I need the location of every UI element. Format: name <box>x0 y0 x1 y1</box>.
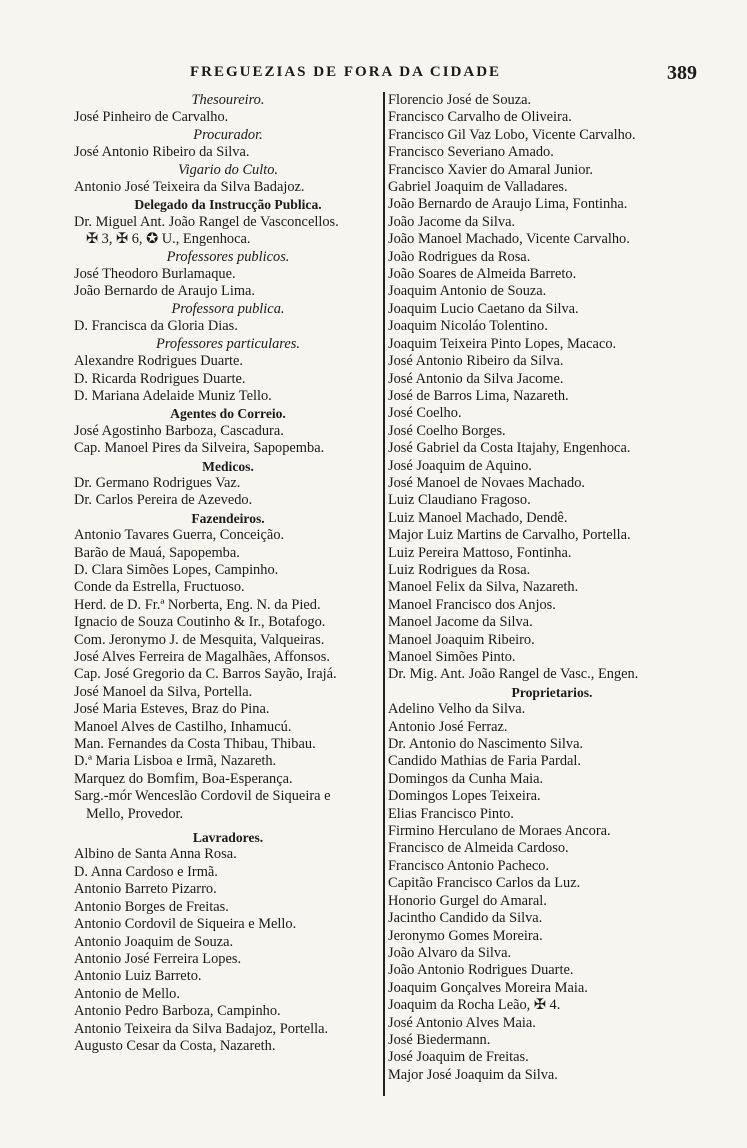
entry-line: João Bernardo de Araujo Lima, Fontinha. <box>388 196 628 213</box>
entry-line: José Manoel de Novaes Machado. <box>388 474 586 491</box>
entry-line: Luiz Rodrigues da Rosa. <box>388 561 531 578</box>
entry-line: Luiz Manoel Machado, Dendê. <box>388 509 568 526</box>
page-number: 389 <box>667 62 697 84</box>
entry-line: D. Ricarda Rodrigues Duarte. <box>74 370 246 387</box>
entry-line: Augusto Cesar da Costa, Nazareth. <box>74 1037 276 1054</box>
entry-line: Manoel Simões Pinto. <box>388 649 516 665</box>
section-heading: Proprietarios. <box>511 684 593 700</box>
entry-line: D. Mariana Adelaide Muniz Tello. <box>74 387 272 404</box>
entry-line: Antonio Borges de Freitas. <box>74 898 229 915</box>
entry-line: Antonio Tavares Guerra, Conceição. <box>74 527 285 544</box>
section-heading: Delegado da Instrucção Publica. <box>134 197 322 213</box>
entry-line: Cap. José Gregorio da C. Barros Sayão, Irajá. <box>74 666 337 683</box>
entry-line: Joaquim Teixeira Pinto Lopes, Macaco. <box>388 335 617 352</box>
entry-line: Jeronymo Gomes Moreira. <box>388 927 543 944</box>
entry-line: Dr. Germano Rodrigues Vaz. <box>74 474 241 491</box>
entry-line: Sarg.-mór Wenceslão Cordovil de Siqueira e <box>74 788 331 805</box>
entry-line: José Alves Ferreira de Magalhães, Affonsos. <box>74 649 330 665</box>
entry-line: José Theodoro Burlamaque. <box>74 266 236 283</box>
entry-line: Joaquim da Rocha Leão, ✠ 4. <box>388 997 561 1014</box>
entry-line: D. Francisca da Gloria Dias. <box>74 318 238 335</box>
section-heading: Agentes do Correio. <box>170 406 286 422</box>
entry-line: João Bernardo de Araujo Lima. <box>74 283 256 300</box>
entry-line: José Coelho Borges. <box>388 422 506 439</box>
entry-line: Luiz Pereira Mattoso, Fontinha. <box>388 544 572 561</box>
entry-line: Manoel Jacome da Silva. <box>388 614 533 631</box>
entry-line: Conde da Estrella, Fructuoso. <box>74 579 245 596</box>
entry-line: Jacintho Candido da Silva. <box>388 910 543 927</box>
subsection-title: Professores particulares. <box>156 335 300 352</box>
entry-line: D. Clara Simões Lopes, Campinho. <box>74 561 279 578</box>
entry-line: Francisco Carvalho de Oliveira. <box>388 109 572 126</box>
entry-line: Candido Mathias de Faria Pardal. <box>388 753 582 770</box>
column-divider <box>383 92 385 1096</box>
entry-line: Luiz Claudiano Fragoso. <box>388 492 531 509</box>
entry-line: D.ª Maria Lisboa e Irmã, Nazareth. <box>74 753 277 770</box>
entry-line: Joaquim Lucio Caetano da Silva. <box>388 300 579 317</box>
entry-line: José Agostinho Barboza, Cascadura. <box>74 422 284 439</box>
entry-line: Francisco Xavier do Amaral Junior. <box>388 161 594 178</box>
entry-line: José Coelho. <box>388 405 462 422</box>
entry-line: Adelino Velho da Silva. <box>388 701 526 718</box>
entry-continuation: Mello, Provedor. <box>86 805 184 822</box>
entry-line: José Gabriel da Costa Itajahy, Engenhoca. <box>388 440 631 457</box>
entry-line: Domingos Lopes Teixeira. <box>388 788 541 805</box>
entry-line: Dr. Carlos Pereira de Azevedo. <box>74 492 253 509</box>
entry-continuation: ✠ 3, ✠ 6, ✪ U., Engenhoca. <box>86 231 251 248</box>
entry-line: Dr. Miguel Ant. João Rangel de Vasconcellos. <box>74 213 339 230</box>
entry-line: Dr. Antonio do Nascimento Silva. <box>388 736 584 753</box>
entry-line: Barão de Mauá, Sapopemba. <box>74 544 240 561</box>
entry-line: João Soares de Almeida Barreto. <box>388 266 577 283</box>
entry-line: José Pinheiro de Carvalho. <box>74 109 229 126</box>
entry-line: Dr. Mig. Ant. João Rangel de Vasc., Engen. <box>388 666 639 683</box>
entry-line: Ignacio de Souza Coutinho & Ir., Botafogo. <box>74 614 326 631</box>
entry-line: Manoel Francisco dos Anjos. <box>388 596 556 613</box>
entry-line: Gabriel Joaquim de Valladares. <box>388 179 568 196</box>
entry-line: José Biedermann. <box>388 1031 491 1048</box>
entry-line: Francisco de Almeida Cardoso. <box>388 840 569 857</box>
section-heading: Fazendeiros. <box>191 510 265 526</box>
entry-line: Antonio Barreto Pizarro. <box>74 881 217 898</box>
subsection-title: Vigario do Culto. <box>177 161 279 178</box>
entry-line: José Joaquim de Freitas. <box>388 1049 529 1066</box>
entry-line: Major Luiz Martins de Carvalho, Portella. <box>388 527 631 544</box>
section-heading: Lavradores. <box>192 830 264 846</box>
entry-line: José Antonio Alves Maia. <box>388 1014 536 1031</box>
entry-line: Elias Francisco Pinto. <box>388 805 514 822</box>
entry-line: José Maria Esteves, Braz do Pina. <box>74 701 270 718</box>
entry-line: Domingos da Cunha Maia. <box>388 770 544 787</box>
entry-line: Manoel Felix da Silva, Nazareth. <box>388 579 579 596</box>
page-header <box>0 62 747 86</box>
section-heading: Medicos. <box>202 458 254 474</box>
entry-line: José de Barros Lima, Nazareth. <box>388 387 569 404</box>
right-column <box>388 92 716 1084</box>
entry-line: Francisco Severiano Amado. <box>388 144 554 161</box>
entry-line: Joaquim Antonio de Souza. <box>388 283 547 300</box>
entry-line: D. Anna Cardoso e Irmã. <box>74 863 218 880</box>
entry-line: Antonio de Mello. <box>74 985 180 1002</box>
subsection-title: Professores publicos. <box>166 248 290 265</box>
entry-line: José Antonio da Silva Jacome. <box>388 370 564 387</box>
left-column <box>74 92 382 1055</box>
entry-line: Honorio Gurgel do Amaral. <box>388 892 547 909</box>
entry-line: João Rodrigues da Rosa. <box>388 248 531 265</box>
subsection-title: Thesoureiro. <box>191 92 265 108</box>
entry-line: Manoel Alves de Castilho, Inhamucú. <box>74 718 292 735</box>
entry-line: Antonio Pedro Barboza, Campinho. <box>74 1003 281 1020</box>
entry-line: João Alvaro da Silva. <box>388 944 512 961</box>
entry-line: Major José Joaquim da Silva. <box>388 1066 558 1083</box>
entry-line: Albino de Santa Anna Rosa. <box>74 846 237 863</box>
entry-line: João Antonio Rodrigues Duarte. <box>388 962 574 979</box>
entry-line: Com. Jeronymo J. de Mesquita, Valqueiras. <box>74 631 325 648</box>
entry-line: Joaquim Nicoláo Tolentino. <box>388 318 548 335</box>
entry-line: Francisco Gil Vaz Lobo, Vicente Carvalho. <box>388 126 636 143</box>
entry-line: Alexandre Rodrigues Duarte. <box>74 353 244 370</box>
entry-line: Antonio José Ferraz. <box>388 718 508 735</box>
entry-line: Manoel Joaquim Ribeiro. <box>388 631 535 648</box>
entry-line: Cap. Manoel Pires da Silveira, Sapopemba. <box>74 440 325 457</box>
entry-line: Joaquim Gonçalves Moreira Maia. <box>388 979 588 996</box>
entry-line: José Antonio Ribeiro da Silva. <box>388 353 564 370</box>
entry-line: Antonio Joaquim de Souza. <box>74 933 234 950</box>
entry-line: Herd. de D. Fr.ª Norberta, Eng. N. da Pied. <box>74 596 321 613</box>
entry-line: Antonio Luiz Barreto. <box>74 968 202 985</box>
entry-line: Antonio José Teixeira da Silva Badajoz. <box>74 179 305 196</box>
entry-line: Florencio José de Souza. <box>388 92 532 108</box>
subsection-title: Professora publica. <box>171 300 285 317</box>
subsection-title: Procurador. <box>193 126 263 143</box>
entry-line: Firmino Herculano de Moraes Ancora. <box>388 823 611 840</box>
entry-line: Antonio Teixeira da Silva Badajoz, Portella. <box>74 1020 329 1037</box>
entry-line: João Jacome da Silva. <box>388 213 516 230</box>
entry-line: José Manoel da Silva, Portella. <box>74 683 253 700</box>
running-title: FREGUEZIAS DE FORA DA CIDADE <box>190 64 502 80</box>
entry-line: José Antonio Ribeiro da Silva. <box>74 144 250 161</box>
entry-line: Antonio Cordovil de Siqueira e Mello. <box>74 916 297 933</box>
entry-line: João Manoel Machado, Vicente Carvalho. <box>388 231 630 248</box>
entry-line: Capitão Francisco Carlos da Luz. <box>388 875 581 892</box>
entry-line: Man. Fernandes da Costa Thibau, Thibau. <box>74 736 316 753</box>
entry-line: Marquez do Bomfim, Boa-Esperança. <box>74 770 293 787</box>
entry-line: Antonio José Ferreira Lopes. <box>74 950 242 967</box>
entry-line: José Joaquim de Aquino. <box>388 457 532 474</box>
entry-line: Francisco Antonio Pacheco. <box>388 857 550 874</box>
